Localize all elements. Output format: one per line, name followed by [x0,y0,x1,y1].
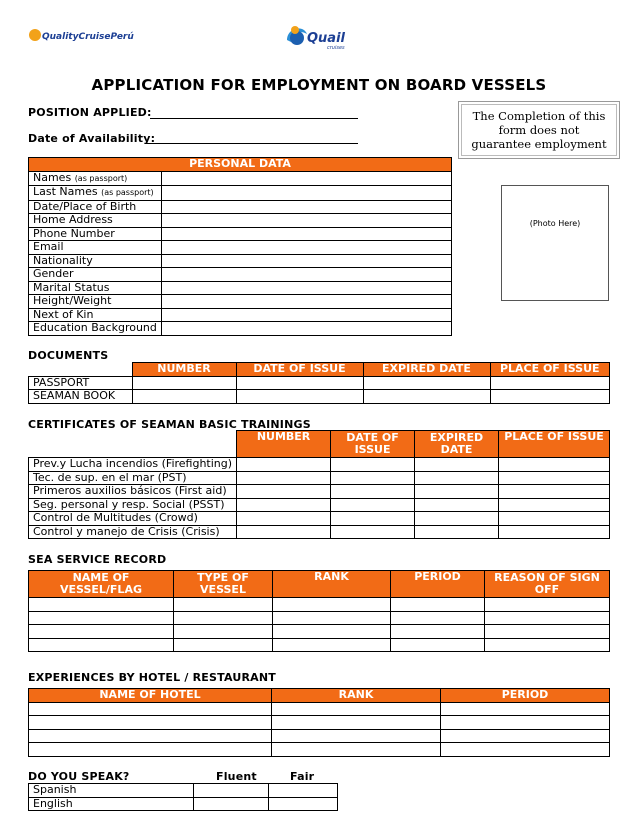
personal-label: Last Names [33,185,98,198]
personal-data-table [28,157,452,336]
document-row [29,390,610,404]
certificate-input-cell[interactable] [499,512,610,526]
personal-label-cell [29,322,162,336]
personal-label-cell [29,268,162,282]
certificate-input-cell[interactable] [415,498,499,512]
language-row [29,784,338,798]
language-fluent-cell[interactable] [194,797,269,811]
personal-label-cell [29,241,162,255]
hotel-input-cell[interactable] [441,729,610,743]
sea-service-input-cell[interactable] [485,611,610,625]
sea-service-input-cell[interactable] [391,638,485,652]
document-input-cell[interactable] [132,390,236,404]
availability-label: Date of Availability: [28,132,156,145]
hotel-title: EXPERIENCES BY HOTEL / RESTAURANT [28,671,276,684]
certificate-label: Control de Multitudes (Crowd) [29,512,237,526]
personal-input-cell[interactable] [161,186,451,201]
personal-label-cell [29,254,162,268]
hotel-col-period: PERIOD [441,689,610,703]
document-input-cell[interactable] [363,390,490,404]
hotel-input-cell[interactable] [441,702,610,716]
quail-cruises-logo [283,22,358,52]
certificate-input-cell[interactable] [331,485,415,499]
certificate-label: Control y manejo de Crisis (Crisis) [29,525,237,539]
personal-row [29,241,452,255]
hotel-input-cell[interactable] [29,716,272,730]
certificate-input-cell[interactable] [415,525,499,539]
sea-service-title: SEA SERVICE RECORD [28,553,167,566]
certificate-input-cell[interactable] [415,471,499,485]
personal-input-cell[interactable] [161,200,451,214]
language-row [29,797,338,811]
certificate-input-cell[interactable] [415,458,499,472]
certificate-input-cell[interactable] [237,498,331,512]
certificate-label: Primeros auxilios básicos (First aid) [29,485,237,499]
personal-input-cell[interactable] [161,295,451,309]
hotel-row [29,729,610,743]
cert-col-date-issue: DATE OF ISSUE [331,431,415,458]
sea-service-input-cell[interactable] [174,625,273,639]
sea-service-input-cell[interactable] [174,598,273,612]
certificates-table [28,430,610,539]
document-input-cell[interactable] [363,376,490,390]
certificate-input-cell[interactable] [499,525,610,539]
personal-row [29,295,452,309]
personal-row [29,308,452,322]
certificate-row [29,471,610,485]
personal-note: (as passport) [101,188,154,197]
position-label: POSITION APPLIED: [28,106,152,119]
languages-table [28,783,338,811]
personal-input-cell[interactable] [161,171,451,186]
certificates-title: CERTIFICATES OF SEAMAN BASIC TRAININGS [28,418,311,431]
personal-label: Home Address [33,213,113,226]
personal-label: Phone Number [33,226,115,240]
sea-service-input-cell[interactable] [273,638,391,652]
personal-label-cell [29,214,162,228]
hotel-input-cell[interactable] [441,716,610,730]
personal-row [29,268,452,282]
form-title: APPLICATION FOR EMPLOYMENT ON BOARD VESSELS [91,76,547,94]
certificate-input-cell[interactable] [237,471,331,485]
sea-service-input-cell[interactable] [174,611,273,625]
sea-service-table [28,570,610,652]
certificate-input-cell[interactable] [499,458,610,472]
personal-input-cell[interactable] [161,214,451,228]
sea-service-input-cell[interactable] [485,598,610,612]
hotel-input-cell[interactable] [29,729,272,743]
certificate-row [29,512,610,526]
sea-service-input-cell[interactable] [273,611,391,625]
personal-input-cell[interactable] [161,308,451,322]
language-fluent-cell[interactable] [194,784,269,798]
certificate-label: Prev.y Lucha incendios (Firefighting) [29,458,237,472]
certificate-row [29,498,610,512]
personal-label-cell [29,281,162,295]
personal-label-cell [29,171,162,186]
hotel-input-cell[interactable] [272,743,441,757]
certificate-input-cell[interactable] [237,525,331,539]
personal-label: Marital Status [33,280,110,294]
personal-row [29,200,452,214]
personal-input-cell[interactable] [161,268,451,282]
personal-row [29,281,452,295]
document-input-cell[interactable] [132,376,236,390]
sea-service-input-cell[interactable] [29,611,174,625]
sea-service-input-cell[interactable] [273,598,391,612]
certificate-input-cell[interactable] [237,485,331,499]
sea-service-input-cell[interactable] [29,625,174,639]
language-label: Spanish [29,784,194,798]
personal-label: Height/Weight [33,294,112,307]
document-input-cell[interactable] [490,376,610,390]
quality-cruise-peru-logo [28,27,134,43]
document-label: PASSPORT [29,376,133,390]
personal-input-cell[interactable] [161,227,451,241]
personal-row [29,214,452,228]
document-input-cell[interactable] [236,376,363,390]
personal-row [29,171,452,186]
sea-col-rank: RANK [273,571,391,598]
hotel-input-cell[interactable] [29,702,272,716]
cert-col-place: PLACE OF ISSUE [499,431,610,458]
doc-col-number: NUMBER [132,363,236,377]
personal-label-cell [29,308,162,322]
certificate-input-cell[interactable] [499,485,610,499]
photo-placeholder: (Photo Here) [529,219,581,228]
sea-col-period: PERIOD [391,571,485,598]
certificate-row [29,525,610,539]
sea-col-vessel: NAME OF VESSEL/FLAG [29,571,174,598]
sea-service-input-cell[interactable] [29,598,174,612]
sea-service-input-cell[interactable] [391,598,485,612]
hotel-row [29,716,610,730]
photo-box[interactable] [501,185,609,301]
notice-box [458,101,620,159]
certificate-input-cell[interactable] [237,458,331,472]
personal-label-cell [29,295,162,309]
hotel-input-cell[interactable] [29,743,272,757]
cert-col-number: NUMBER [237,431,331,458]
language-fair-cell[interactable] [269,797,338,811]
hotel-col-rank: RANK [272,689,441,703]
doc-col-date-issue: DATE OF ISSUE [236,363,363,377]
personal-note: (as passport) [74,173,128,183]
sea-col-type: TYPE OF VESSEL [174,571,273,598]
sea-service-input-cell[interactable] [391,625,485,639]
certificate-input-cell[interactable] [415,512,499,526]
sea-col-reason: REASON OF SIGN OFF [485,571,610,598]
certificate-input-cell[interactable] [331,471,415,485]
documents-table [28,362,610,404]
personal-label-cell [29,200,162,214]
certificate-label: Seg. personal y resp. Social (PSST) [29,498,237,512]
sea-service-input-cell[interactable] [485,638,610,652]
personal-label: Names [33,170,72,184]
certificate-input-cell[interactable] [237,512,331,526]
personal-input-cell[interactable] [161,241,451,255]
logo-right-main: Quail [307,31,345,46]
certificate-input-cell[interactable] [331,458,415,472]
hotel-input-cell[interactable] [272,729,441,743]
hotel-row [29,743,610,757]
personal-label-cell [29,227,162,241]
sea-service-input-cell[interactable] [174,638,273,652]
personal-input-cell[interactable] [161,322,451,336]
language-fair-cell[interactable] [269,784,338,798]
certificate-input-cell[interactable] [331,498,415,512]
languages-fair-label: Fair [290,770,315,783]
document-input-cell[interactable] [490,390,610,404]
sea-service-row [29,598,610,612]
personal-row [29,227,452,241]
personal-label: Education Background [33,321,157,334]
personal-row [29,254,452,268]
certificate-input-cell[interactable] [331,525,415,539]
sea-service-input-cell[interactable] [273,625,391,639]
language-label: English [29,797,194,811]
hotel-input-cell[interactable] [272,702,441,716]
certificate-input-cell[interactable] [415,485,499,499]
personal-label: Date/Place of Birth [33,199,137,213]
personal-row [29,322,452,336]
certificate-input-cell[interactable] [499,471,610,485]
personal-label: Email [33,240,64,253]
document-label: SEAMAN BOOK [29,390,133,404]
languages-fluent-label: Fluent [216,770,257,783]
sea-service-input-cell[interactable] [29,638,174,652]
certificate-input-cell[interactable] [331,512,415,526]
position-line[interactable] [150,118,358,119]
document-row [29,376,610,390]
doc-col-expired: EXPIRED DATE [363,363,490,377]
notice-text: The Completion of this form does not guarantee employment [461,104,617,156]
sea-service-row [29,638,610,652]
availability-line[interactable] [145,143,358,144]
hotel-row [29,702,610,716]
sea-service-row [29,611,610,625]
sea-service-row [29,625,610,639]
doc-col-place: PLACE OF ISSUE [490,363,610,377]
hotel-input-cell[interactable] [441,743,610,757]
certificate-input-cell[interactable] [499,498,610,512]
sea-service-input-cell[interactable] [485,625,610,639]
certificate-row [29,458,610,472]
cert-col-expired: EXPIRED DATE [415,431,499,458]
certificate-row [29,485,610,499]
hotel-input-cell[interactable] [272,716,441,730]
certificate-label: Tec. de sup. en el mar (PST) [29,471,237,485]
personal-label: Nationality [33,253,93,267]
personal-row [29,186,452,201]
documents-title: DOCUMENTS [28,349,109,362]
hotel-table [28,688,610,757]
personal-input-cell[interactable] [161,254,451,268]
personal-label: Gender [33,267,74,280]
sea-service-input-cell[interactable] [391,611,485,625]
personal-input-cell[interactable] [161,281,451,295]
languages-title: DO YOU SPEAK? [28,770,130,783]
document-input-cell[interactable] [236,390,363,404]
personal-label: Next of Kin [33,307,94,321]
logo-left-text: QualityCruisePerú [42,32,134,42]
logo-right-sub: cruises [327,45,345,51]
personal-data-header: PERSONAL DATA [29,158,452,172]
hotel-col-name: NAME OF HOTEL [29,689,272,703]
personal-label-cell [29,186,162,201]
